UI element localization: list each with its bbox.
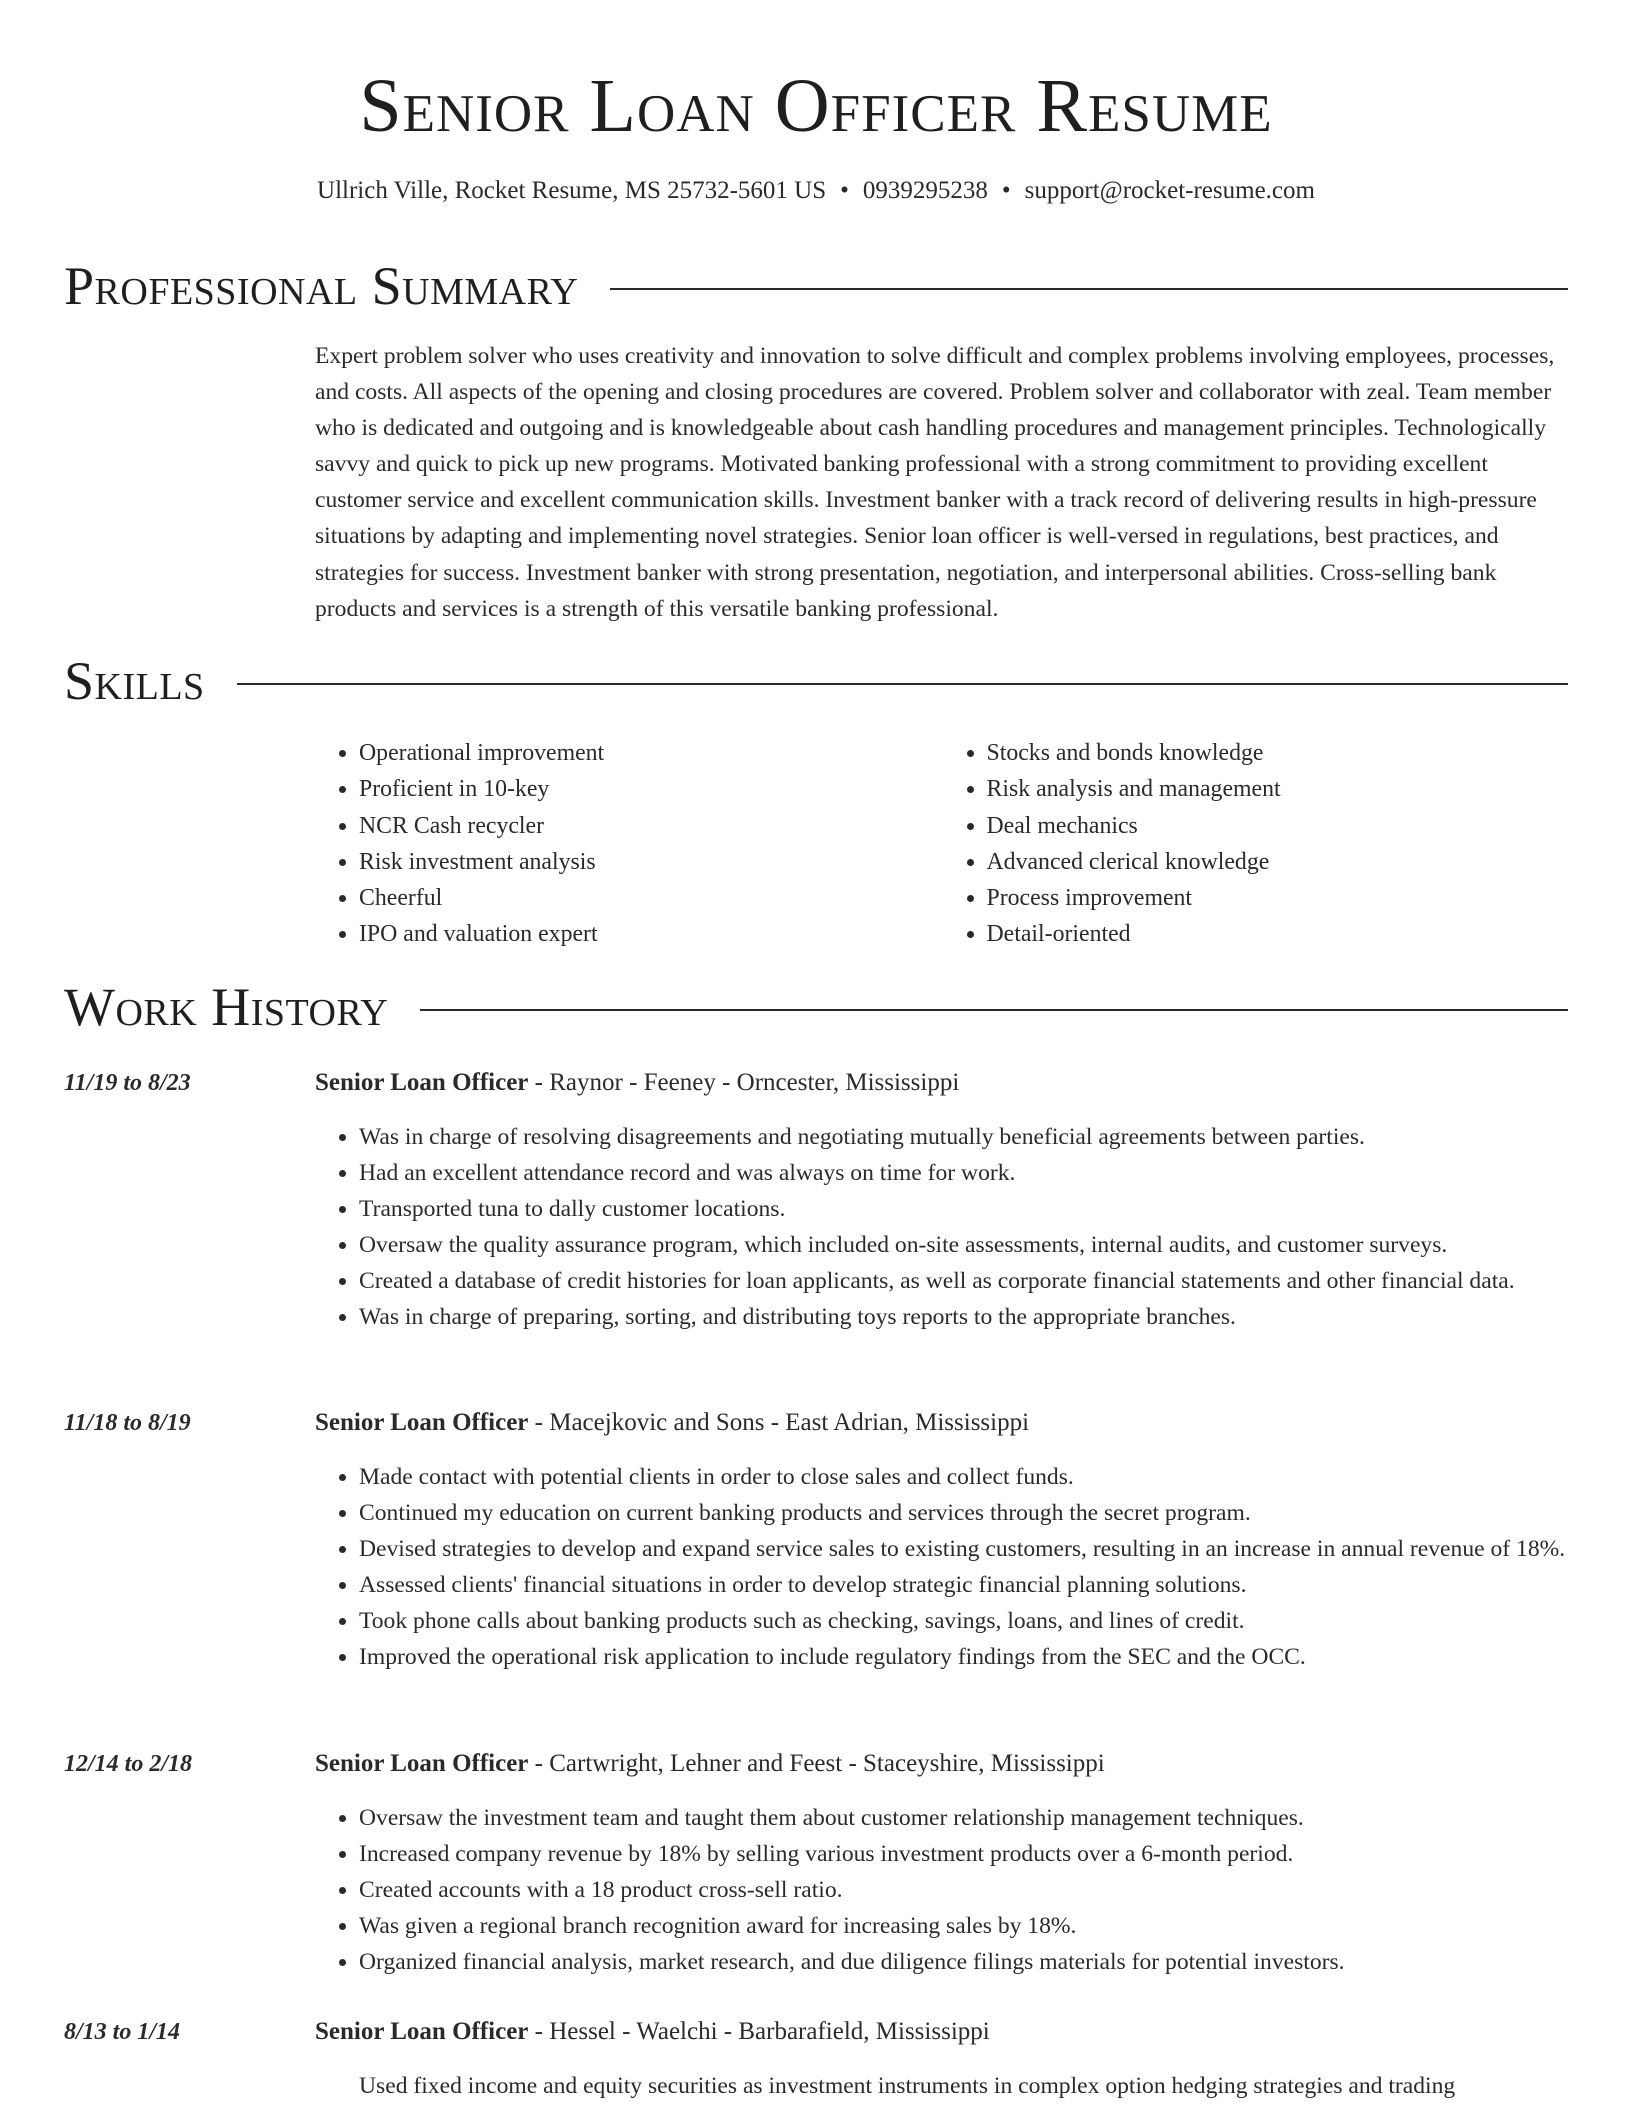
section-divider xyxy=(237,683,1568,685)
job-employer: - Macejkovic and Sons - East Adrian, Mississippi xyxy=(528,1409,1030,1436)
contact-phone: 0939295238 xyxy=(862,177,988,204)
job-bullet: • Continued my education on current banking products and services through the secret program. xyxy=(359,1495,1570,1531)
job-dates: 12/14 to 2/18 xyxy=(64,1751,193,1777)
job-bullets xyxy=(315,2068,1570,2104)
contact-separator: • xyxy=(1001,177,1011,204)
section-divider xyxy=(420,1009,1568,1011)
job-title: Senior Loan Officer xyxy=(315,1409,529,1436)
job-employer: - Hessel - Waelchi - Barbarafield, Mississippi xyxy=(528,2018,990,2045)
skill-item: • Risk analysis and management xyxy=(987,771,1571,807)
summary-section-header xyxy=(64,254,1568,318)
job-bullets xyxy=(315,1800,1570,1980)
skill-item: • Deal mechanics xyxy=(987,808,1571,844)
skills-list xyxy=(315,735,1570,953)
job-employer: - Raynor - Feeney - Orncester, Mississippi xyxy=(528,1069,960,1096)
job-header xyxy=(315,2014,1570,2050)
summary-heading: Professional Summary xyxy=(64,256,579,316)
job-header xyxy=(315,1405,1570,1441)
job-bullet: • Transported tuna to dally customer locations. xyxy=(359,1191,1570,1227)
job-bullet: • Assessed clients' financial situations in order to develop strategic financial planning solutions. xyxy=(359,1567,1570,1603)
skill-item: • Risk investment analysis xyxy=(359,844,943,880)
skills-section-header xyxy=(64,649,1568,713)
job-employer: - Cartwright, Lehner and Feest - Staceyshire, Mississippi xyxy=(528,1750,1105,1777)
job-bullet: • Made contact with potential clients in order to close sales and collect funds. xyxy=(359,1459,1570,1495)
skill-item: • Advanced clerical knowledge xyxy=(987,844,1571,880)
job-bullets xyxy=(315,1459,1570,1676)
job-bullet: • Oversaw the investment team and taught them about customer relationship management techniques. xyxy=(359,1800,1570,1836)
skill-item: • Process improvement xyxy=(987,880,1571,916)
job-dates: 11/18 to 8/19 xyxy=(64,1410,191,1436)
skill-item: • IPO and valuation expert xyxy=(359,916,943,952)
contact-email: support@rocket-resume.com xyxy=(1024,177,1315,204)
section-divider xyxy=(610,288,1568,290)
job-bullet: • Devised strategies to develop and expand service sales to existing customers, resulting in an increase in annual revenue of 18%. xyxy=(359,1531,1570,1567)
skill-item: • Detail-oriented xyxy=(987,916,1571,952)
job-bullet: • Increased company revenue by 18% by selling various investment products over a 6-month period. xyxy=(359,1836,1570,1872)
skills-column-right xyxy=(943,735,1571,953)
job-title: Senior Loan Officer xyxy=(315,1750,529,1777)
job-bullet: • Had an excellent attendance record and was always on time for work. xyxy=(359,1155,1570,1191)
job-bullets xyxy=(315,1119,1570,1336)
job-bullet: • Used fixed income and equity securities as investment instruments in complex option hedging strategies and trading xyxy=(359,2068,1570,2104)
contact-address: Ullrich Ville, Rocket Resume, MS 25732-5601 US xyxy=(317,177,827,204)
job-bullet: • Was in charge of resolving disagreements and negotiating mutually beneficial agreements between parties. xyxy=(359,1119,1570,1155)
job-bullet: • Created a database of credit histories for loan applicants, as well as corporate financial statements and other financial data. xyxy=(359,1263,1570,1299)
job-header xyxy=(315,1746,1570,1782)
job-bullet: • Was given a regional branch recognition award for increasing sales by 18%. xyxy=(359,1908,1570,1944)
job-bullet: • Improved the operational risk application to include regulatory findings from the SEC and the OCC. xyxy=(359,1639,1570,1675)
job-bullet: • Oversaw the quality assurance program, which included on-site assessments, internal audits, and customer surveys. xyxy=(359,1227,1570,1263)
skill-item: • Cheerful xyxy=(359,880,943,916)
job-bullet: • Organized financial analysis, market research, and due diligence filings materials for potential investors. xyxy=(359,1944,1570,1980)
skill-item: • Proficient in 10-key xyxy=(359,771,943,807)
contact-separator: • xyxy=(840,177,849,204)
contact-line xyxy=(0,174,1632,208)
job-dates: 11/19 to 8/23 xyxy=(64,1070,191,1096)
resume-title: Senior Loan Officer Resume xyxy=(359,64,1273,148)
skill-item: • NCR Cash recycler xyxy=(359,808,943,844)
job-header xyxy=(315,1065,1570,1101)
job-title: Senior Loan Officer xyxy=(315,1069,529,1096)
job-bullet: • Created accounts with a 18 product cross-sell ratio. xyxy=(359,1872,1570,1908)
job-bullet: • Took phone calls about banking products such as checking, savings, loans, and lines of credit. xyxy=(359,1603,1570,1639)
work-section-header xyxy=(64,975,1568,1039)
job-title: Senior Loan Officer xyxy=(315,2018,529,2045)
summary-text: Expert problem solver who uses creativity and innovation to solve difficult and complex problems involving employees, processes, and costs. All aspects of the opening and closing procedures are covered. Problem solver and collaborator with zeal. Team member who is dedicated and outgoing and is knowledgeable about cash handling procedures and management principles. Technologically savvy and quick to pick up new programs. Motivated banking professional with a strong commitment to providing excellent customer service and excellent communication skills. Investment banker with a track record of delivering results in high-pressure situations by adapting and implementing novel strategies. Senior loan officer is well-versed in regulations, best practices, and strategies for success. Investment banker with strong presentation, negotiation, and interpersonal abilities. Cross-selling bank products and services is a strength of this versatile banking professional. xyxy=(315,343,1555,622)
work-heading: Work History xyxy=(64,977,389,1037)
job-dates: 8/13 to 1/14 xyxy=(64,2019,181,2045)
skills-heading: Skills xyxy=(64,651,205,711)
job-bullet: • Was in charge of preparing, sorting, and distributing toys reports to the appropriate branches. xyxy=(359,1299,1570,1335)
skill-item: • Operational improvement xyxy=(359,735,943,771)
skill-item: • Stocks and bonds knowledge xyxy=(987,735,1571,771)
skills-column-left xyxy=(315,735,943,953)
